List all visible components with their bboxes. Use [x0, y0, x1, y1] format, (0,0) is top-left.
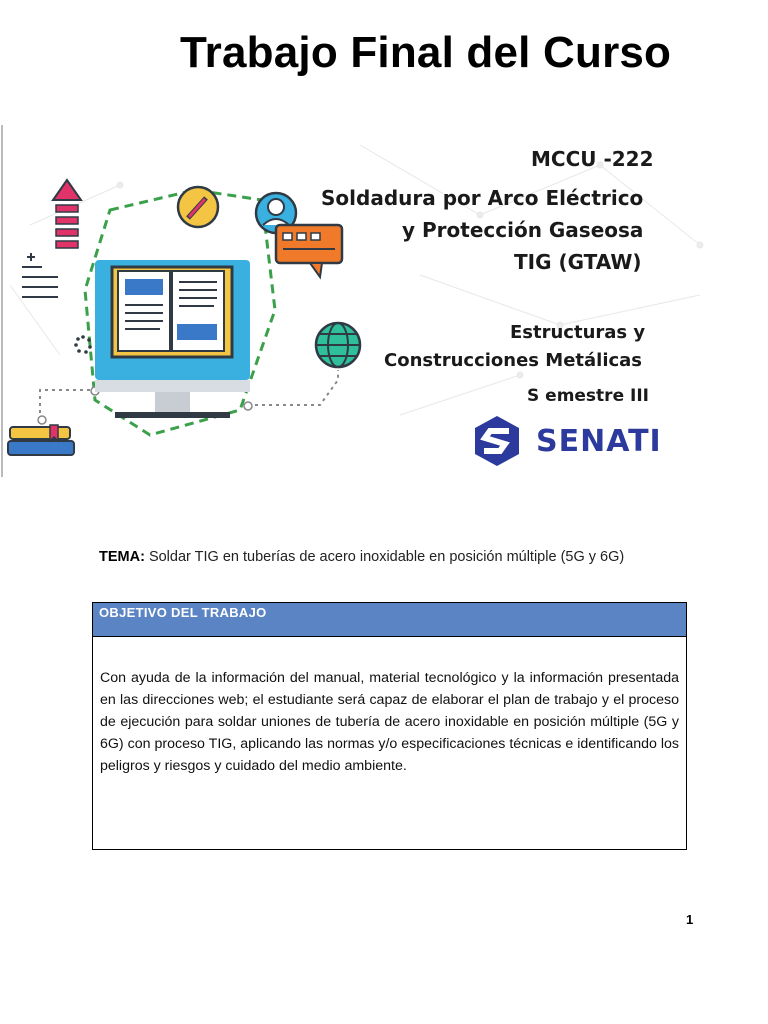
subject-line-3: TIG (GTAW) [514, 250, 642, 274]
objetivo-body: Con ayuda de la información del manual, material tecnológico y la información presentada en las direcciones web; el estudiante será capaz de elaborar el plan de trabajo y el proceso de ejecución para soldar uniones de tubería de acero inoxidable en posición múltiple (5G y 6G) con proceso TIG, aplicando las normas y/o especificaciones técnicas e identificando los peligros y riesgos y cuidado del medio ambiente. [100, 670, 679, 774]
tema-text: Soldar TIG en tuberías de acero inoxidable en posición múltiple (5G y 6G) [144, 549, 625, 565]
document-title: Trabajo Final del Curso [180, 28, 672, 77]
books-icon [8, 425, 74, 455]
chat-icon [276, 225, 342, 277]
page-number: 1 [686, 912, 694, 927]
pencil-icon [178, 187, 218, 227]
monitor-icon [95, 260, 250, 418]
subject-line-1: Soldadura por Arco Eléctrico [321, 186, 644, 210]
objetivo-header: OBJETIVO DEL TRABAJO [93, 603, 686, 637]
course-code: MCCU -222 [531, 147, 654, 171]
tema-line [99, 549, 624, 565]
semester-label: S emestre III [527, 386, 649, 406]
cover-banner [0, 125, 768, 477]
list-icon [22, 253, 58, 297]
program-line-2: Construcciones Metálicas [384, 350, 643, 371]
senati-logo [472, 416, 662, 470]
globe-icon [316, 323, 360, 367]
tema-label: TEMA: [99, 549, 145, 565]
program-line-1: Estructuras y [510, 322, 646, 343]
senati-logo-text: SENATI [536, 424, 662, 459]
subject-line-2: y Protección Gaseosa [402, 218, 644, 242]
book-icon [112, 267, 232, 357]
objetivo-box [92, 602, 687, 850]
upload-arrow-icon [53, 180, 81, 248]
